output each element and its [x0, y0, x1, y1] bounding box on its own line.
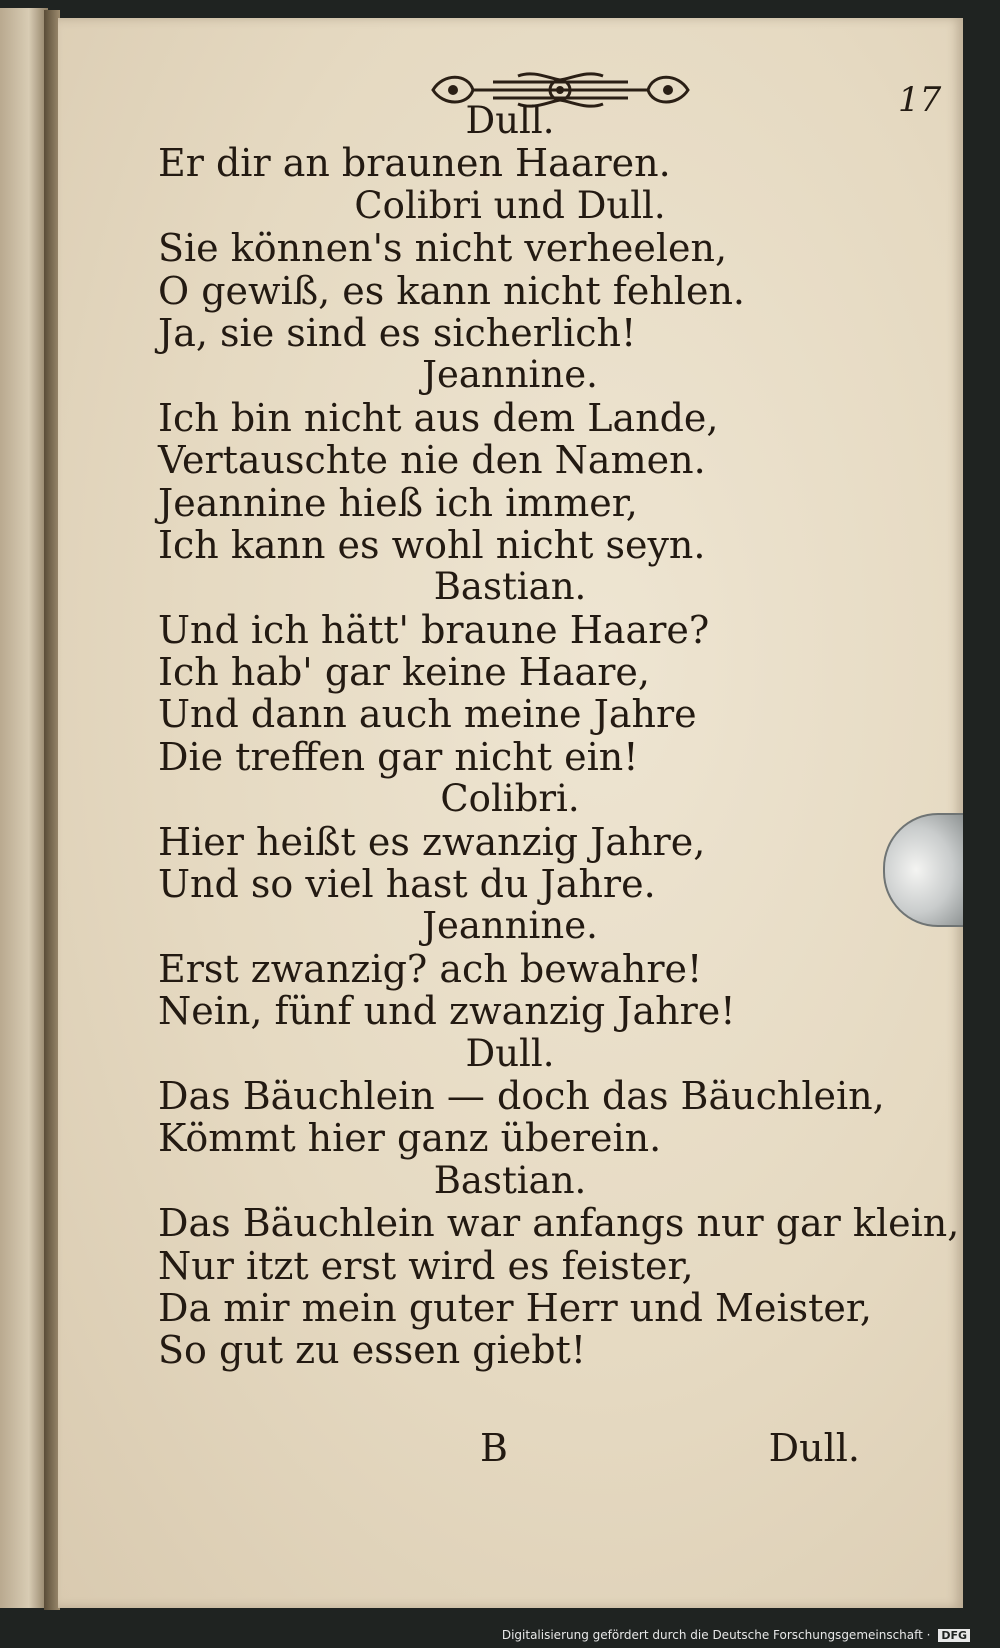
speaker-heading: Bastian. [433, 1158, 587, 1202]
verse-line: Er dir an braunen Haaren. [158, 141, 671, 186]
footer-credit-text: Digitalisierung gefördert durch die Deutsche Forschungsgemeinschaft [501, 1628, 923, 1642]
page-footer-marks [140, 1426, 860, 1468]
verse-line: Vertauschte nie den Namen. [158, 438, 706, 483]
verse-line: Das Bäuchlein war anfangs nur gar klein, [158, 1201, 960, 1246]
page-number: 17 [898, 80, 942, 120]
catchword: Dull. [768, 1426, 860, 1470]
verse-line: Erst zwanzig? ach bewahre! [158, 946, 703, 991]
speaker-heading: Colibri. [440, 777, 580, 821]
verse-line: Nein, fünf und zwanzig Jahre! [158, 989, 736, 1034]
left-page-edge [0, 8, 48, 1608]
dfg-logo: DFG [938, 1629, 970, 1642]
speaker-heading: Bastian. [433, 565, 587, 609]
verse-line: Sie können's nicht verheelen, [158, 226, 728, 271]
verse-line: Nur itzt erst wird es feister, [158, 1243, 694, 1288]
footer-credit: Digitalisierung gefördert durch die Deutsche Forschungsgemeinschaft · DFG [502, 1628, 970, 1642]
verse-line: Ich hab' gar keine Haare, [158, 650, 650, 695]
speaker-heading: Jeannine. [422, 353, 598, 397]
speaker-heading: Jeannine. [422, 904, 598, 948]
verse-line: Ich kann es wohl nicht seyn. [158, 522, 706, 567]
verse-line: Das Bäuchlein — doch das Bäuchlein, [158, 1073, 885, 1118]
speaker-heading: Dull. [465, 99, 555, 142]
digitization-footer [0, 1610, 1000, 1648]
verse-line: Ich bin nicht aus dem Lande, [158, 395, 719, 440]
verse-line: Hier heißt es zwanzig Jahre, [158, 819, 706, 864]
verse-line: Und so viel hast du Jahre. [158, 862, 656, 907]
verse-line: Und dann auch meine Jahre [158, 692, 697, 737]
speaker-heading: Dull. [465, 1031, 555, 1075]
speaker-heading: Colibri und Dull. [354, 183, 666, 227]
verse-line: Da mir mein guter Herr und Meister, [158, 1285, 872, 1330]
verse-line: So gut zu essen giebt! [158, 1328, 587, 1373]
verse-line: O gewiß, es kann nicht fehlen. [158, 268, 745, 313]
verse-line: Jeannine hieß ich immer, [158, 480, 638, 525]
verse-line: Die treffen gar nicht ein! [158, 734, 639, 779]
verse-line: Und ich hätt' braune Haare? [158, 607, 710, 652]
page-clip [883, 813, 963, 927]
signature-mark: B [480, 1426, 508, 1470]
verse-line: Ja, sie sind es sicherlich! [158, 310, 637, 355]
verse-line: Kömmt hier ganz überein. [158, 1116, 662, 1161]
